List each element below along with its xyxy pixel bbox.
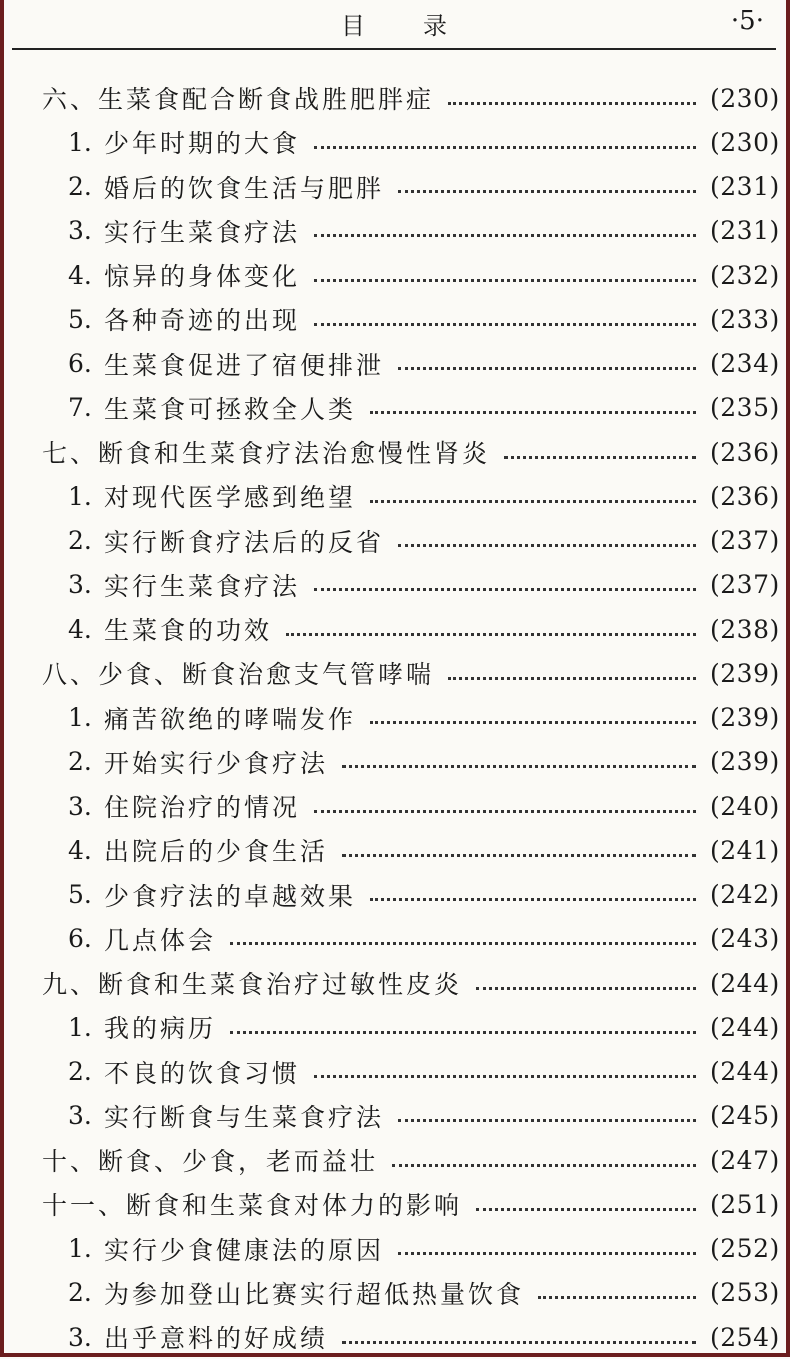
dot-leader xyxy=(476,987,696,990)
dot-leader xyxy=(504,456,696,459)
entry-title: 惊异的身体变化 xyxy=(104,262,301,292)
dot-leader xyxy=(342,765,696,768)
toc-subsection-entry xyxy=(4,120,786,164)
entry-page-number: (251) xyxy=(710,1189,780,1219)
dot-leader xyxy=(286,633,696,636)
entry-title: 少食疗法的卓越效果 xyxy=(104,881,357,911)
page-header xyxy=(12,0,776,50)
dot-leader xyxy=(476,1208,696,1211)
entry-title: 住院治疗的情况 xyxy=(104,793,301,823)
toc-section-entry xyxy=(4,430,786,474)
entry-number: 2. xyxy=(68,747,92,777)
dot-leader xyxy=(370,721,696,724)
entry-title: 实行断食与生菜食疗法 xyxy=(104,1102,385,1132)
toc-subsection-entry xyxy=(4,1094,786,1138)
entry-number: 3. xyxy=(68,570,92,600)
entry-page-number: (230) xyxy=(710,83,780,113)
entry-title: 各种奇迹的出现 xyxy=(104,306,301,336)
entry-number: 4. xyxy=(68,614,92,644)
entry-title: 实行生菜食疗法 xyxy=(104,571,301,601)
dot-leader xyxy=(370,898,696,901)
toc-subsection-entry xyxy=(4,1271,786,1315)
entry-page-number: (239) xyxy=(710,658,780,688)
entry-page-number: (238) xyxy=(710,614,780,644)
entry-title: 痛苦欲绝的哮喘发作 xyxy=(104,704,357,734)
entry-page-number: (230) xyxy=(710,127,780,157)
dot-leader xyxy=(398,1252,696,1255)
dot-leader xyxy=(314,323,696,326)
entry-page-number: (244) xyxy=(710,1012,780,1042)
toc-subsection-entry xyxy=(4,209,786,253)
dot-leader xyxy=(398,190,696,193)
dot-leader xyxy=(314,234,696,237)
entry-page-number: (242) xyxy=(710,880,780,910)
toc-section-entry xyxy=(4,1138,786,1182)
entry-title: 少年时期的大食 xyxy=(104,129,301,159)
entry-page-number: (237) xyxy=(710,570,780,600)
entry-number: 1. xyxy=(68,481,92,511)
entry-number: 1. xyxy=(68,1012,92,1042)
entry-title: 婚后的饮食生活与肥胖 xyxy=(104,173,385,203)
dot-leader xyxy=(448,102,696,105)
entry-page-number: (232) xyxy=(710,260,780,290)
entry-number: 6. xyxy=(68,349,92,379)
entry-title: 十一、断食和生菜食对体力的影响 xyxy=(42,1191,463,1221)
toc-subsection-entry xyxy=(4,1050,786,1094)
entry-number: 1. xyxy=(68,1234,92,1264)
toc-subsection-entry xyxy=(4,1227,786,1271)
entry-title: 实行断食疗法后的反省 xyxy=(104,527,385,557)
entry-title: 开始实行少食疗法 xyxy=(104,748,329,778)
entry-title: 不良的饮食习惯 xyxy=(104,1058,301,1088)
dot-leader xyxy=(370,411,696,414)
toc-subsection-entry xyxy=(4,519,786,563)
dot-leader xyxy=(314,810,696,813)
entry-number: 7. xyxy=(68,393,92,423)
entry-page-number: (253) xyxy=(710,1278,780,1308)
dot-leader xyxy=(342,1341,696,1344)
entry-page-number: (244) xyxy=(710,968,780,998)
dot-leader xyxy=(398,1119,696,1122)
entry-title: 实行少食健康法的原因 xyxy=(104,1235,385,1265)
entry-title: 六、生菜食配合断食战胜肥胖症 xyxy=(42,85,435,115)
toc-subsection-entry xyxy=(4,1315,786,1359)
dot-leader xyxy=(342,854,696,857)
entry-number: 3. xyxy=(68,1101,92,1131)
toc-subsection-entry xyxy=(4,696,786,740)
entry-title: 七、断食和生菜食疗法治愈慢性肾炎 xyxy=(42,439,491,469)
toc-section-entry xyxy=(4,651,786,695)
toc-subsection-entry xyxy=(4,253,786,297)
entry-number: 3. xyxy=(68,791,92,821)
entry-page-number: (236) xyxy=(710,437,780,467)
entry-number: 5. xyxy=(68,880,92,910)
entry-number: 3. xyxy=(68,1322,92,1352)
entry-page-number: (234) xyxy=(710,349,780,379)
toc-subsection-entry xyxy=(4,563,786,607)
entry-title: 出院后的少食生活 xyxy=(104,837,329,867)
dot-leader xyxy=(392,1164,696,1167)
entry-page-number: (233) xyxy=(710,304,780,334)
toc-subsection-entry xyxy=(4,607,786,651)
entry-page-number: (243) xyxy=(710,924,780,954)
toc-section-entry xyxy=(4,1182,786,1226)
entry-page-number: (240) xyxy=(710,791,780,821)
entry-page-number: (235) xyxy=(710,393,780,423)
dot-leader xyxy=(314,588,696,591)
toc-subsection-entry xyxy=(4,1005,786,1049)
entry-title: 几点体会 xyxy=(104,925,217,955)
entry-number: 6. xyxy=(68,924,92,954)
entry-title: 十、断食、少食，老而益壮 xyxy=(42,1147,379,1177)
dot-leader xyxy=(370,500,696,503)
dot-leader xyxy=(448,677,696,680)
entry-page-number: (237) xyxy=(710,526,780,556)
entry-number: 2. xyxy=(68,172,92,202)
toc-subsection-entry xyxy=(4,386,786,430)
dot-leader xyxy=(314,1075,696,1078)
entry-page-number: (231) xyxy=(710,216,780,246)
dot-leader xyxy=(230,942,696,945)
entry-page-number: (236) xyxy=(710,481,780,511)
entry-title: 八、少食、断食治愈支气管哮喘 xyxy=(42,660,435,690)
toc-subsection-entry xyxy=(4,165,786,209)
entry-title: 生菜食的功效 xyxy=(104,616,273,646)
toc-section-entry xyxy=(4,961,786,1005)
entry-number: 4. xyxy=(68,260,92,290)
toc-section-entry xyxy=(4,76,786,120)
dot-leader xyxy=(230,1031,696,1034)
toc-subsection-entry xyxy=(4,474,786,518)
dot-leader xyxy=(538,1296,696,1299)
dot-leader xyxy=(314,146,696,149)
entry-number: 2. xyxy=(68,1057,92,1087)
entry-number: 3. xyxy=(68,216,92,246)
toc-subsection-entry xyxy=(4,740,786,784)
entry-page-number: (245) xyxy=(710,1101,780,1131)
entry-title: 实行生菜食疗法 xyxy=(104,217,301,247)
entry-page-number: (239) xyxy=(710,747,780,777)
toc-subsection-entry xyxy=(4,784,786,828)
page-title: 目录 xyxy=(341,12,505,40)
entry-title: 我的病历 xyxy=(104,1014,217,1044)
toc-subsection-entry xyxy=(4,342,786,386)
entry-page-number: (247) xyxy=(710,1145,780,1175)
dot-leader xyxy=(398,367,696,370)
entry-page-number: (239) xyxy=(710,703,780,733)
entry-number: 4. xyxy=(68,835,92,865)
entry-number: 5. xyxy=(68,304,92,334)
entry-title: 九、断食和生菜食治疗过敏性皮炎 xyxy=(42,970,463,1000)
entry-title: 为参加登山比赛实行超低热量饮食 xyxy=(104,1279,525,1309)
table-of-contents xyxy=(4,76,786,1359)
toc-subsection-entry xyxy=(4,297,786,341)
dot-leader xyxy=(398,544,696,547)
entry-number: 1. xyxy=(68,703,92,733)
entry-title: 生菜食促进了宿便排泄 xyxy=(104,350,385,380)
page-number: ·5· xyxy=(730,6,764,36)
toc-subsection-entry xyxy=(4,828,786,872)
entry-page-number: (254) xyxy=(710,1322,780,1352)
entry-title: 出乎意料的好成绩 xyxy=(104,1324,329,1354)
toc-subsection-entry xyxy=(4,917,786,961)
toc-subsection-entry xyxy=(4,873,786,917)
entry-page-number: (241) xyxy=(710,835,780,865)
entry-number: 1. xyxy=(68,127,92,157)
entry-number: 2. xyxy=(68,526,92,556)
entry-number: 2. xyxy=(68,1278,92,1308)
dot-leader xyxy=(314,279,696,282)
entry-title: 生菜食可拯救全人类 xyxy=(104,394,357,424)
entry-page-number: (252) xyxy=(710,1234,780,1264)
entry-title: 对现代医学感到绝望 xyxy=(104,483,357,513)
entry-page-number: (231) xyxy=(710,172,780,202)
entry-page-number: (244) xyxy=(710,1057,780,1087)
